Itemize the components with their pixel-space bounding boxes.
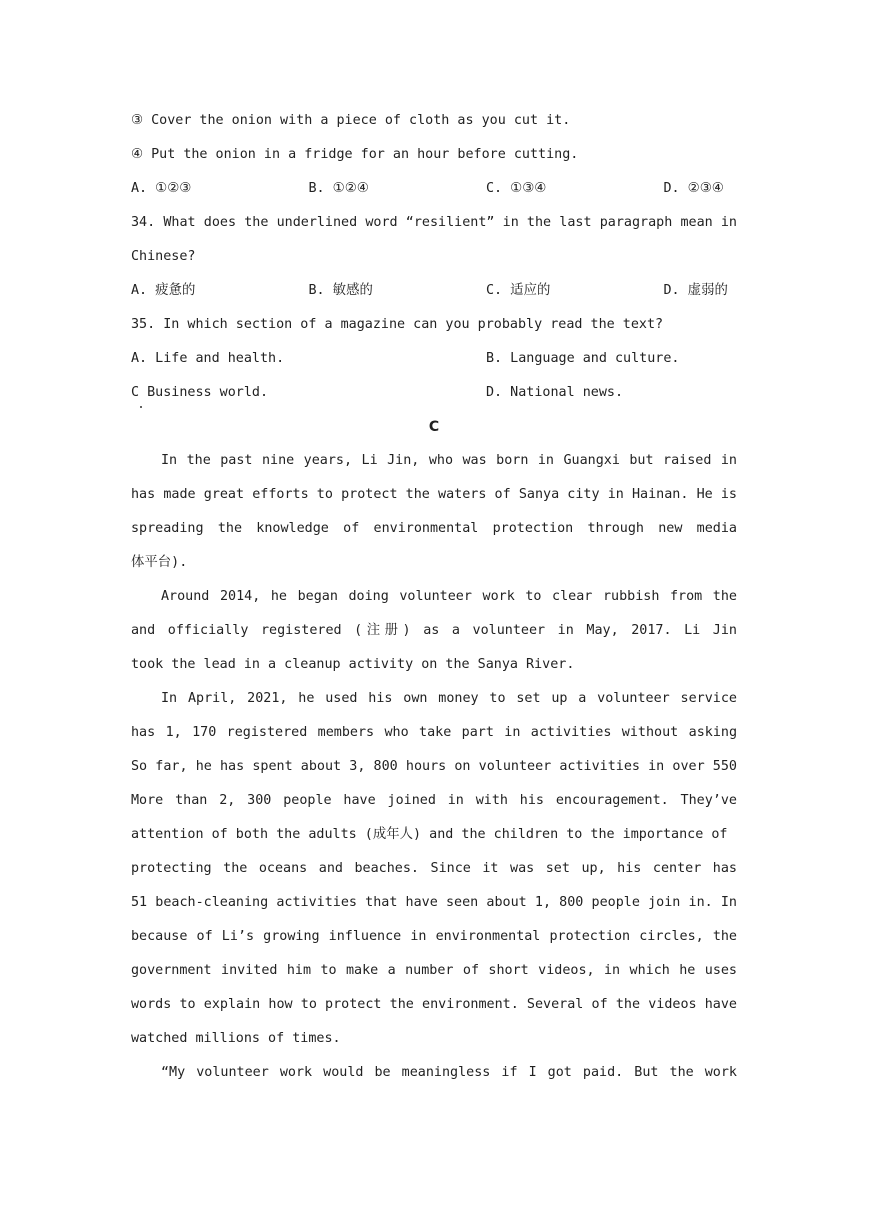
paragraph-line: has made great efforts to protect the waters of Sanya city in Hainan. He is <box>131 487 737 502</box>
paragraph-line: More than 2, 300 people have joined in with his encouragement. They’ve <box>131 793 737 808</box>
section-heading: C <box>428 419 440 435</box>
q33-option-d: D. ②③④ <box>663 181 724 196</box>
q34-question-line-1: 34. What does the underlined word “resilient” in the last paragraph mean in <box>131 215 737 230</box>
q35-option-d: D. National news. <box>486 385 624 400</box>
paragraph-line: watched millions of times. <box>131 1031 341 1046</box>
q33-options <box>131 172 737 206</box>
paragraph-line: In the past nine years, Li Jin, who was born in Guangxi but raised in <box>161 453 737 468</box>
paragraph-line: words to explain how to protect the environment. Several of the videos have <box>131 997 737 1012</box>
paragraph-line: 51 beach-cleaning activities that have seen about 1, 800 people join in. In <box>131 895 737 910</box>
paragraph-line: protecting the oceans and beaches. Since it was set up, his center has <box>131 861 737 876</box>
q35-option-a: A. Life and health. <box>131 351 285 366</box>
paragraph-line: Around 2014, he began doing volunteer work to clear rubbish from the <box>161 589 737 604</box>
q34-option-b: B. 敏感的 <box>308 283 373 298</box>
paragraph-line: government invited him to make a number of short videos, in which he uses <box>131 963 737 978</box>
paragraph-4 <box>131 1056 737 1090</box>
paragraph-line: “My volunteer work would be meaningless if I got paid. But the work <box>161 1065 737 1080</box>
paragraph-3 <box>131 682 737 1056</box>
q35-options-row-1 <box>131 342 737 376</box>
q35-question: 35. In which section of a magazine can you probably read the text? <box>131 317 664 332</box>
q35-option-c: C Business world. <box>131 385 269 400</box>
paragraph-line: spreading the knowledge of environmental protection through new media <box>131 521 737 536</box>
paragraph-line: has 1, 170 registered members who take part in activities without asking <box>131 725 737 740</box>
paragraph-line: In April, 2021, he used his own money to set up a volunteer service <box>161 691 737 706</box>
paragraph-line: and officially registered (注册) as a volunteer in May, 2017. Li Jin <box>131 623 737 638</box>
q34-option-a: A. 疲惫的 <box>131 283 196 298</box>
q33-item-3: ③ Cover the onion with a piece of cloth as you cut it. <box>131 113 571 128</box>
q33-option-c: C. ①③④ <box>486 181 547 196</box>
q34-options <box>131 274 737 308</box>
paragraph-line: because of Li’s growing influence in environmental protection circles, the <box>131 929 737 944</box>
paragraph-line: attention of both the adults (成年人) and the children to the importance of <box>131 827 728 842</box>
q35-option-b: B. Language and culture. <box>486 351 680 366</box>
q33-option-b: B. ①②④ <box>308 181 369 196</box>
q34-question-line-2: Chinese? <box>131 249 196 264</box>
paragraph-1 <box>131 444 737 580</box>
q35-options-row-2 <box>131 376 737 410</box>
paragraph-line: took the lead in a cleanup activity on the Sanya River. <box>131 657 575 672</box>
q33-option-a: A. ①②③ <box>131 181 192 196</box>
document-page <box>131 104 737 1090</box>
paragraph-line: 体平台). <box>131 555 188 570</box>
paragraph-2 <box>131 580 737 682</box>
q33-item-4: ④ Put the onion in a fridge for an hour before cutting. <box>131 147 579 162</box>
q34-option-d: D. 虚弱的 <box>663 283 728 298</box>
stray-dot-mark <box>140 406 142 408</box>
paragraph-line: So far, he has spent about 3, 800 hours on volunteer activities in over 550 <box>131 759 737 774</box>
q34-option-c: C. 适应的 <box>486 283 551 298</box>
